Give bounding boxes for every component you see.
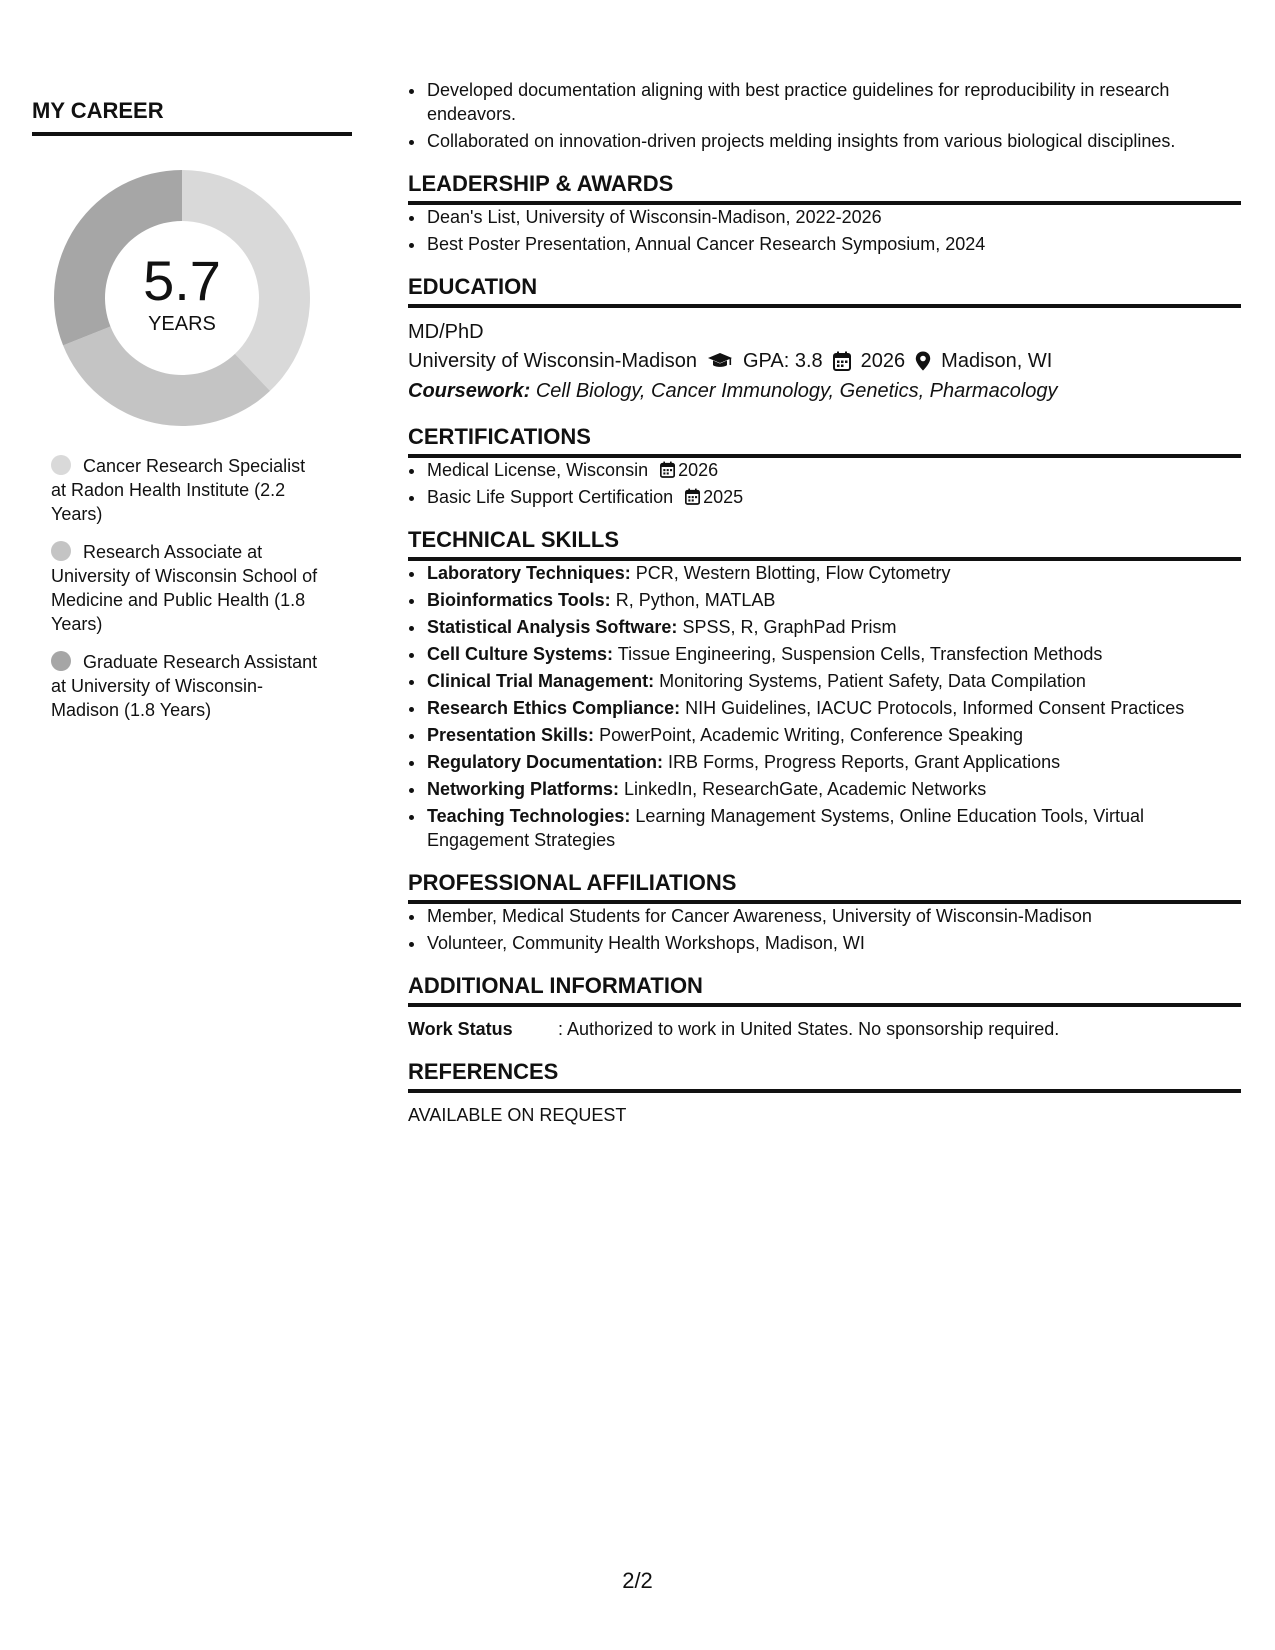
list-item: • Developed documentation aligning with best practice guidelines for reproducibility in research endeavors. (426, 78, 1241, 126)
certifications-title: CERTIFICATIONS (408, 424, 1241, 458)
calendar-icon (685, 488, 700, 505)
skill-label: Statistical Analysis Software: (427, 617, 678, 637)
references-title: REFERENCES (408, 1059, 1241, 1093)
skill-label: Laboratory Techniques: (427, 563, 631, 583)
skill-label: Teaching Technologies: (427, 806, 631, 826)
experience-continued-list (408, 78, 1241, 153)
list-item (426, 615, 1241, 639)
certification-name: Basic Life Support Certification (427, 487, 674, 507)
skill-value: Monitoring Systems, Patient Safety, Data Compilation (659, 671, 1086, 691)
skills-list (408, 561, 1241, 852)
resume-main (408, 78, 1241, 1127)
graduation-cap-icon (707, 351, 733, 371)
legend-item (51, 650, 321, 722)
affiliations-title: PROFESSIONAL AFFILIATIONS (408, 870, 1241, 904)
skill-value: PCR, Western Blotting, Flow Cytometry (635, 563, 951, 583)
donut-total: 5.7 (143, 248, 221, 312)
legend-item (51, 454, 321, 526)
education-coursework (408, 376, 1241, 406)
skill-value: SPSS, R, GraphPad Prism (682, 617, 897, 637)
list-item (426, 696, 1241, 720)
work-status-row (408, 1017, 1241, 1041)
list-item: • Collaborated on innovation-driven projects melding insights from various biological disciplines. (426, 129, 1241, 153)
skill-label: Networking Platforms: (427, 779, 620, 799)
legend-label: Cancer Research Specialist at Radon Health Institute (2.2 Years) (51, 456, 306, 524)
legend-item (51, 540, 321, 636)
skills-title: TECHNICAL SKILLS (408, 527, 1241, 561)
calendar-icon (660, 461, 675, 478)
education-entry (408, 318, 1241, 406)
certification-name: Medical License, Wisconsin (427, 460, 649, 480)
education-degree: MD/PhD (408, 321, 484, 343)
skill-value: Tissue Engineering, Suspension Cells, Transfection Methods (617, 644, 1103, 664)
skill-value: NIH Guidelines, IACUC Protocols, Informed Consent Practices (685, 698, 1185, 718)
career-donut-chart (52, 168, 312, 428)
certification-year: 2025 (703, 487, 744, 507)
list-item (426, 588, 1241, 612)
list-item: • Volunteer, Community Health Workshops, Madison, WI (426, 931, 1241, 955)
education-location: Madison, WI (941, 350, 1053, 372)
legend-dot-icon (51, 541, 71, 561)
work-status-value: : Authorized to work in United States. No sponsorship required. (558, 1019, 1060, 1039)
additional-info-title: ADDITIONAL INFORMATION (408, 973, 1241, 1007)
list-item: • Member, Medical Students for Cancer Awareness, University of Wisconsin-Madison (426, 904, 1241, 928)
skill-label: Clinical Trial Management: (427, 671, 655, 691)
certification-year: 2026 (678, 460, 719, 480)
skill-value: IRB Forms, Progress Reports, Grant Applications (668, 752, 1061, 772)
education-school: University of Wisconsin-Madison (408, 350, 697, 372)
donut-center (52, 168, 312, 428)
certifications-list (408, 458, 1241, 509)
page-number: 2/2 (622, 1568, 653, 1593)
skill-label: Research Ethics Compliance: (427, 698, 681, 718)
education-year: 2026 (860, 350, 906, 372)
coursework-label: Coursework: (408, 380, 531, 402)
education-details (408, 346, 1241, 376)
education-title: EDUCATION (408, 274, 1241, 308)
list-item (426, 561, 1241, 585)
skill-label: Presentation Skills: (427, 725, 595, 745)
leadership-list (408, 205, 1241, 256)
leadership-title: LEADERSHIP & AWARDS (408, 171, 1241, 205)
list-item (426, 777, 1241, 801)
skill-value: PowerPoint, Academic Writing, Conference Speaking (599, 725, 1023, 745)
skill-value: R, Python, MATLAB (615, 590, 776, 610)
career-legend (51, 454, 321, 722)
career-title: MY CAREER (32, 98, 352, 136)
list-item: • Dean's List, University of Wisconsin-Madison, 2022-2026 (426, 205, 1241, 229)
coursework-value: Cell Biology, Cancer Immunology, Genetics, Pharmacology (535, 380, 1058, 402)
list-item (426, 485, 1241, 509)
legend-dot-icon (51, 455, 71, 475)
skill-label: Cell Culture Systems: (427, 644, 614, 664)
skill-label: Bioinformatics Tools: (427, 590, 611, 610)
list-item (426, 750, 1241, 774)
career-sidebar (32, 88, 352, 736)
list-item (426, 669, 1241, 693)
affiliations-list (408, 904, 1241, 955)
work-status-label: Work Status (408, 1019, 513, 1039)
legend-label: Graduate Research Assistant at University of Wisconsin-Madison (1.8 Years) (51, 652, 318, 720)
list-item: • Best Poster Presentation, Annual Cancer Research Symposium, 2024 (426, 232, 1241, 256)
references-text: AVAILABLE ON REQUEST (408, 1105, 627, 1125)
list-item (426, 723, 1241, 747)
location-pin-icon (915, 351, 931, 371)
calendar-icon (833, 351, 851, 371)
skill-label: Regulatory Documentation: (427, 752, 664, 772)
legend-dot-icon (51, 651, 71, 671)
list-item (426, 804, 1241, 852)
list-item (426, 642, 1241, 666)
education-gpa: GPA: 3.8 (742, 350, 823, 372)
skill-value: LinkedIn, ResearchGate, Academic Networks (624, 779, 987, 799)
donut-total-label: YEARS (148, 312, 216, 335)
list-item (426, 458, 1241, 482)
legend-label: Research Associate at University of Wisconsin School of Medicine and Public Health (1.8 Years) (51, 542, 318, 634)
skill-value: Learning Management Systems, Online Education Tools, Virtual Engagement Strategies (427, 806, 1144, 850)
